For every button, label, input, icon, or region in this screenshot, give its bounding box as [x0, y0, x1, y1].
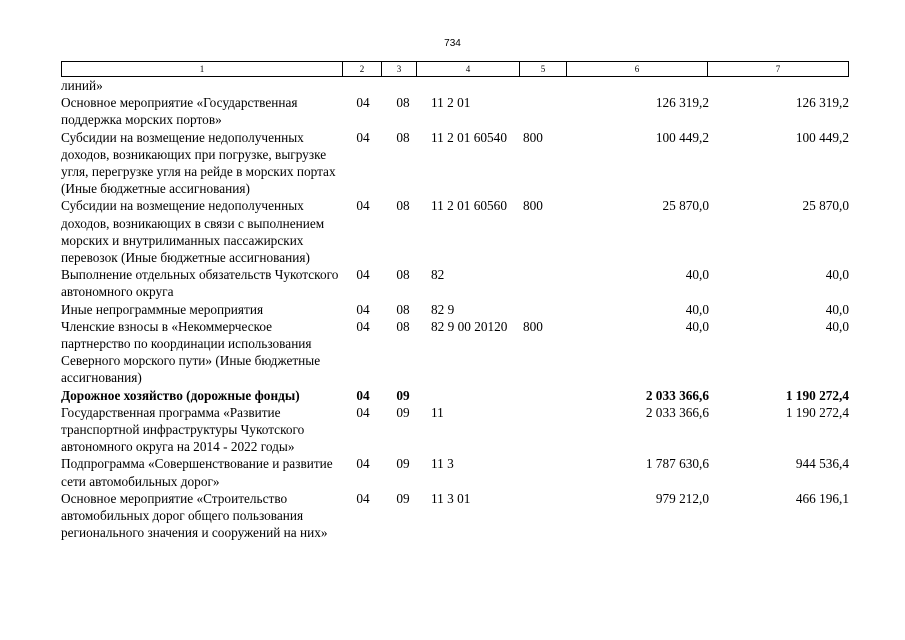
target-article-code: 11 3 01: [431, 490, 471, 506]
amount-year-1: 40,0: [685, 318, 709, 334]
row-name: Членские взносы в «Некоммерческое партнерство по координации использования Северного морского пути» (Иные бюджетные ассигнования): [61, 318, 321, 386]
amount-year-2: 944 536,4: [795, 456, 849, 472]
table-row: [61, 197, 849, 266]
subsection-code: 09: [396, 387, 410, 403]
amount-year-1: 126 319,2: [655, 95, 709, 111]
expense-type-code: 800: [523, 318, 543, 334]
table-row: [61, 404, 849, 456]
subsection-code: 08: [396, 267, 410, 283]
amount-year-2: [709, 77, 849, 94]
target-article-code: 11 2 01: [431, 95, 471, 111]
expense-type-code: 800: [523, 198, 543, 214]
amount-year-1: 25 870,0: [662, 198, 709, 214]
table-row: [61, 490, 849, 542]
header-col-3: 3: [382, 62, 417, 77]
table-row: [61, 387, 849, 404]
amount-year-1: 2 033 366,6: [645, 404, 709, 420]
section-code: 04: [356, 387, 370, 403]
amount-year-2: 40,0: [825, 318, 849, 334]
amount-year-2: 40,0: [825, 301, 849, 317]
section-code: 04: [356, 490, 370, 506]
target-article-code: 11 2 01 60540: [431, 129, 507, 145]
header-col-6: 6: [567, 62, 708, 77]
target-article-code: 82 9: [431, 301, 455, 317]
subsection-code: 08: [396, 95, 410, 111]
target-article-code: 11 2 01 60560: [431, 198, 507, 214]
table-row: [61, 301, 849, 318]
amount-year-1: 40,0: [685, 301, 709, 317]
row-name: Субсидии на возмещение недополученных доходов, возникающих при погрузке, выгрузке угля, перегрузке угля на рейде в морских портах (Иные бюджетные ассигнования): [61, 129, 336, 197]
amount-year-1: [569, 77, 709, 94]
header-col-5: 5: [520, 62, 567, 77]
section-code: 04: [356, 404, 370, 420]
section-code: [341, 77, 385, 94]
table-row: [61, 77, 849, 94]
target-article-code: 11 3: [431, 456, 454, 472]
amount-year-1: 979 212,0: [655, 490, 709, 506]
amount-year-1: 100 449,2: [655, 129, 709, 145]
subsection-code: 08: [396, 318, 410, 334]
row-name: Подпрограмма «Совершенствование и развитие сети автомобильных дорог»: [61, 456, 333, 489]
expense-type-code: [523, 455, 569, 489]
table-row: [61, 455, 849, 489]
amount-year-2: 126 319,2: [795, 95, 849, 111]
target-article-code: 11: [431, 404, 444, 420]
target-article-code: [421, 387, 523, 404]
subsection-code: 08: [396, 198, 410, 214]
amount-year-1: 40,0: [685, 267, 709, 283]
table-row: [61, 318, 849, 387]
row-name: Основное мероприятие «Строительство автомобильных дорог общего пользования регионального значения и сооружений на них»: [61, 490, 328, 541]
row-name: Дорожное хозяйство (дорожные фонды): [61, 387, 300, 403]
row-name: Субсидии на возмещение недополученных доходов, возникающих в связи с выполнением морских и внутрилиманных пассажирских перевозок (Иные бюджетные ассигнования): [61, 198, 325, 266]
subsection-code: 08: [396, 129, 410, 145]
amount-year-2: 100 449,2: [795, 129, 849, 145]
target-article-code: 82 9 00 20120: [431, 318, 508, 334]
row-name: Основное мероприятие «Государственная поддержка морских портов»: [61, 95, 298, 128]
expense-type-code: [523, 266, 569, 300]
table-row: [61, 266, 849, 300]
table-row: [61, 129, 849, 198]
subsection-code: 09: [396, 490, 410, 506]
header-col-4: 4: [417, 62, 520, 77]
section-code: 04: [356, 318, 370, 334]
expense-type-code: [523, 94, 569, 128]
amount-year-2: 40,0: [825, 267, 849, 283]
section-code: 04: [356, 129, 370, 145]
row-name: Государственная программа «Развитие транспортной инфраструктуры Чукотского автономного округа на 2014 - 2022 годы»: [61, 404, 305, 455]
section-code: 04: [356, 267, 370, 283]
amount-year-2: 466 196,1: [795, 490, 849, 506]
header-col-7: 7: [708, 62, 849, 77]
row-name: Выполнение отдельных обязательств Чукотского автономного округа: [61, 267, 339, 300]
subsection-code: 09: [396, 404, 410, 420]
amount-year-2: 1 190 272,4: [785, 404, 849, 420]
expense-type-code: [523, 301, 569, 318]
expense-type-code: [523, 490, 569, 542]
page-number: 734: [444, 38, 461, 49]
amount-year-1: 2 033 366,6: [645, 387, 709, 403]
expense-type-code: [523, 404, 569, 456]
subsection-code: 08: [396, 301, 410, 317]
row-name: линий»: [61, 78, 103, 93]
budget-table: [61, 77, 849, 541]
subsection-code: 09: [396, 456, 410, 472]
expense-type-code: [523, 77, 569, 94]
target-article-code: [421, 77, 523, 94]
header-col-1: 1: [62, 62, 343, 77]
amount-year-1: 1 787 630,6: [645, 456, 709, 472]
table-row: [61, 94, 849, 128]
subsection-code: [385, 77, 421, 94]
expense-type-code: 800: [523, 129, 543, 145]
section-code: 04: [356, 456, 370, 472]
amount-year-2: 1 190 272,4: [785, 387, 849, 403]
section-code: 04: [356, 301, 370, 317]
section-code: 04: [356, 95, 370, 111]
column-header-row: [61, 61, 849, 77]
expense-type-code: [523, 387, 569, 404]
header-col-2: 2: [343, 62, 382, 77]
row-name: Иные непрограммные мероприятия: [61, 301, 264, 317]
target-article-code: 82: [431, 267, 445, 283]
section-code: 04: [356, 198, 370, 214]
amount-year-2: 25 870,0: [802, 198, 849, 214]
